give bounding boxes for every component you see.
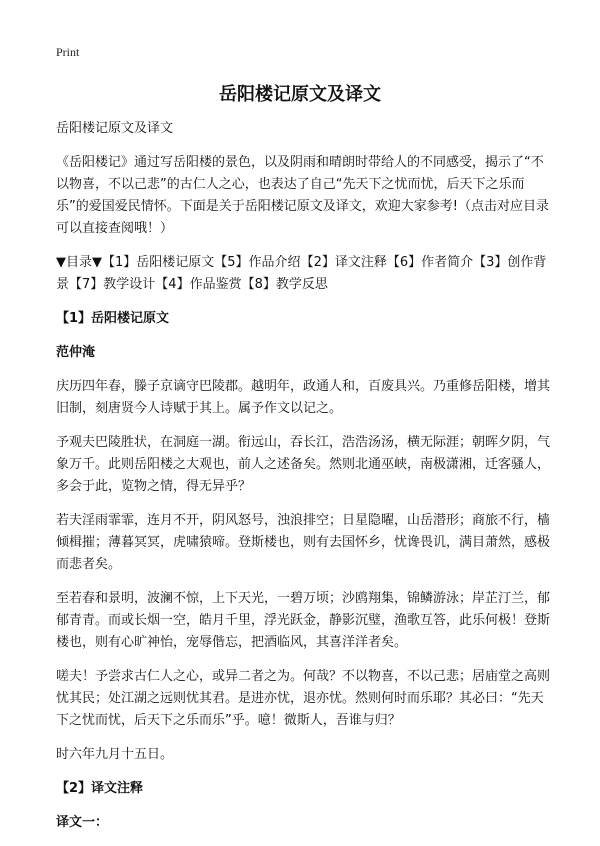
page-title: 岳阳楼记原文及译文	[219, 84, 381, 105]
section-heading-original-text: 【1】岳阳楼记原文	[56, 311, 170, 326]
toc-item-6[interactable]: 【6】作者简介	[386, 255, 474, 270]
text-paragraph: 嗟夫！予尝求古仁人之心，或异二者之为。何哉？不以物喜，不以己悲；居庙堂之高则忧其民；处江湖之远则忧其君。是进亦忧，退亦忧。然则何时而乐耶？其必曰：“先天下之忧而忧，后天下之乐而乐”乎。噫！微斯人，吾谁与归？	[56, 669, 551, 728]
toc-item-4[interactable]: 【4】作品鉴赏	[155, 277, 242, 292]
toc-item-1[interactable]: 【1】岳阳楼记原文	[102, 255, 215, 270]
table-of-contents	[56, 252, 556, 296]
author-name: 范仲淹	[56, 345, 96, 360]
intro-paragraph: 《岳阳楼记》通过写岳阳楼的景色，以及阴雨和晴朗时带给人的不同感受，揭示了“不以物喜，不以己悲”的古仁人之心，也表达了自己“先天下之忧而忧，后天下之乐而乐”的爱国爱民情怀。下面是关于岳阳楼记原文及译文，欢迎大家参考!（点击对应目录可以直接查阅哦！）	[56, 155, 549, 236]
toc-item-5[interactable]: 【5】作品介绍	[214, 255, 301, 270]
section-heading-translation: 【2】译文注释	[56, 781, 144, 796]
toc-item-3[interactable]: 【3】创作背景	[56, 255, 547, 292]
toc-item-8[interactable]: 【8】教学反思	[241, 277, 328, 292]
toc-item-2[interactable]: 【2】译文注释	[300, 255, 387, 270]
date-line: 时六年九月十五日。	[56, 747, 174, 762]
text-paragraph: 若夫淫雨霏霏，连月不开，阴风怒号，浊浪排空；日星隐曜，山岳潜形；商旅不行，樯倾楫摧；薄暮冥冥，虎啸猿啼。登斯楼也，则有去国怀乡，忧谗畏讥，满目萧然，感极而悲者矣。	[56, 513, 551, 572]
text-paragraph: 庆历四年春，滕子京谪守巴陵郡。越明年，政通人和，百废具兴。乃重修岳阳楼，增其旧制，刻唐贤今人诗赋于其上。属予作文以记之。	[56, 379, 551, 416]
text-paragraph: 予观夫巴陵胜状，在洞庭一湖。衔远山，吞长江，浩浩汤汤，横无际涯；朝晖夕阴，气象万千。此则岳阳楼之大观也，前人之述备矣。然则北通巫峡，南极潇湘，迁客骚人，多会于此，览物之情，得无异乎？	[56, 435, 551, 494]
toc-label: ▼目录▼	[56, 255, 102, 270]
document-subtitle: 岳阳楼记原文及译文	[56, 121, 174, 136]
print-link[interactable]: Print	[56, 45, 80, 59]
document-body	[56, 118, 556, 846]
toc-item-7[interactable]: 【7】教学设计	[69, 277, 156, 292]
translation-subheading: 译文一：	[56, 815, 109, 830]
text-paragraph: 至若春和景明，波澜不惊，上下天光，一碧万顷；沙鸥翔集，锦鳞游泳；岸芷汀兰，郁郁青青。而或长烟一空，皓月千里，浮光跃金，静影沉璧，渔歌互答，此乐何极！登斯楼也，则有心旷神怡，宠辱偕忘，把酒临风，其喜洋洋者矣。	[56, 591, 551, 650]
